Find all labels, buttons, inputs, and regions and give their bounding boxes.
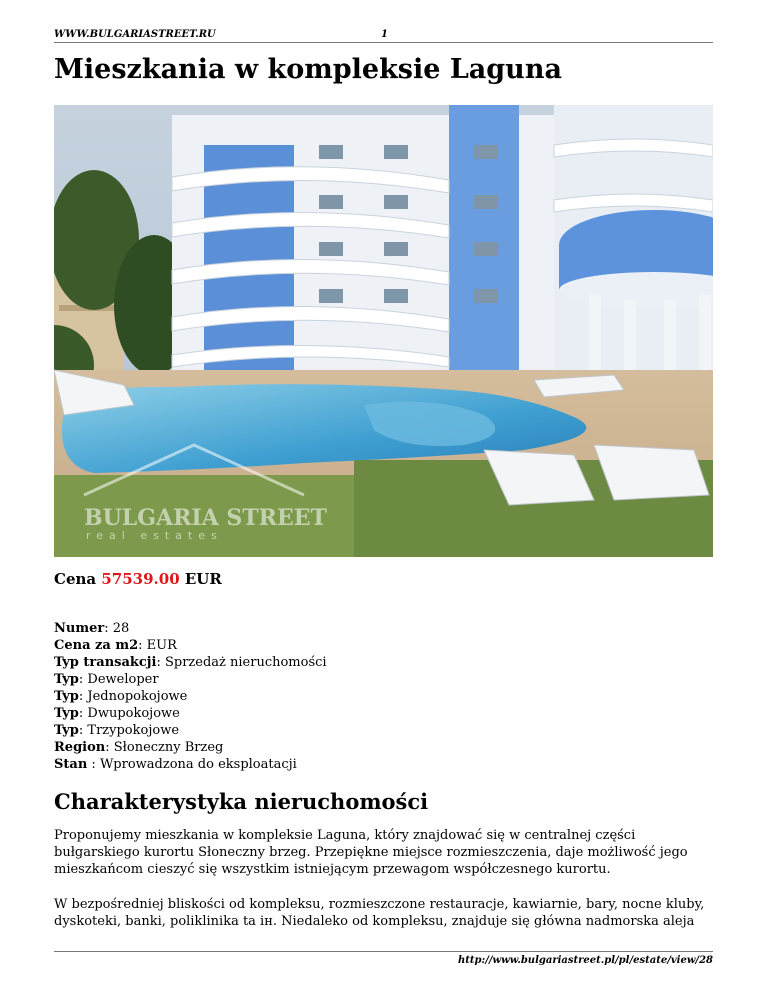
page-number: 1 (381, 29, 388, 40)
footer-url[interactable]: http://www.bulgariastreet.pl/pl/estate/view/28 (458, 955, 713, 966)
property-photo (54, 105, 713, 557)
property-row: Stan : Wprowadzona do eksploatacji (54, 757, 297, 772)
description-paragraph: W bezpośredniej bliskości od kompleksu, rozmieszczone restauracje, kawiarnie, bary, nocne kluby, dyskoteki, banki, poliklinika ta ін. Niedaleko od kompleksu, znajduje się główna nadmorska aleja (54, 897, 705, 929)
property-row: Typ: Trzypokojowe (54, 723, 180, 738)
property-row: Region: Słoneczny Brzeg (54, 740, 224, 755)
page-footer (54, 951, 713, 966)
page-header (54, 28, 713, 43)
property-row: Typ: Jednopokojowe (54, 689, 188, 704)
property-row: Cena za m2: EUR (54, 638, 177, 653)
price-label: Cena (54, 570, 97, 588)
header-site: WWW.BULGARIASTREET.RU (54, 29, 216, 40)
property-details (54, 620, 327, 773)
property-row: Typ: Dwupokojowe (54, 706, 180, 721)
section-title: Charakterystyka nieruchomości (54, 789, 429, 814)
price-currency: EUR (184, 570, 222, 588)
property-row: Numer: 28 (54, 621, 130, 636)
price-value: 57539.00 (101, 570, 180, 588)
svg-text:real estates: real estates (86, 529, 223, 542)
svg-text:BULGARIA STREET: BULGARIA STREET (84, 505, 327, 531)
property-row: Typ transakcji: Sprzedaż nieruchomości (54, 655, 327, 670)
property-row: Typ: Deweloper (54, 672, 159, 687)
price-line (54, 570, 222, 588)
page-title: Mieszkania w kompleksie Laguna (54, 54, 562, 85)
description-paragraph: Proponujemy mieszkania w kompleksie Laguna, który znajdować się w centralnej części bułgarskiego kurortu Słoneczny brzeg. Przepiękne miejsce rozmieszczenia, daje możliwość jego mieszkańcom cieszyć się wszystkim istniejącym przewagom współczesnego kurortu. (54, 828, 688, 877)
